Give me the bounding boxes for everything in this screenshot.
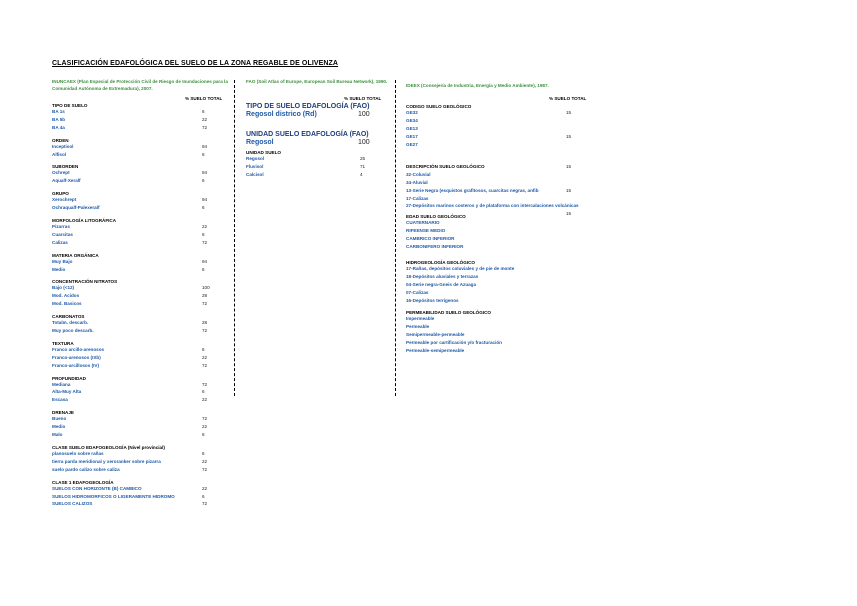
row-label: Impermeable — [406, 316, 435, 321]
section-title: ORDEN — [52, 137, 69, 143]
row-value: 72 — [202, 501, 208, 507]
row-label: GE17 — [406, 133, 418, 139]
table-row — [52, 346, 212, 354]
table-row — [52, 151, 212, 159]
row-value: 6 — [202, 205, 205, 211]
row-label: Malo — [52, 432, 63, 438]
table-row — [406, 243, 596, 251]
row-value: 15 — [566, 187, 572, 193]
row-value: 72 — [202, 124, 208, 130]
section-title: TIPO DE SUELO EDAFOLOGÍA (FAO) — [246, 103, 370, 110]
table-row — [52, 223, 212, 231]
table-row — [52, 423, 212, 431]
table-row — [52, 381, 212, 389]
table-row — [52, 258, 212, 266]
row-label: Fluvisol — [246, 163, 264, 169]
table-row — [52, 231, 212, 239]
row-label: BA 5b — [52, 116, 66, 122]
row-label: suelo pardo calizo sobre caliza — [52, 466, 120, 472]
section-title: TEXTURA — [52, 340, 74, 346]
table-row — [52, 396, 212, 404]
source-inuncaex: INUNCAEX (Plan Especial de Protección Civil de Riesgo de Inundaciones para la Comunidad Autónoma de Extremadura), 2007. — [52, 79, 228, 91]
section-title: CARBONATOS — [52, 314, 85, 320]
row-label: Cuarcitas — [52, 231, 73, 237]
column-divider-1 — [234, 80, 235, 396]
row-value: 28 — [202, 293, 208, 299]
row-label: GE13 — [406, 125, 418, 131]
table-row — [406, 117, 596, 125]
table-row — [406, 281, 596, 289]
row-label: Franco arcillo-arenosos — [52, 346, 105, 352]
row-value: 94 — [202, 170, 208, 176]
table-row — [406, 109, 596, 117]
table-row — [52, 485, 212, 493]
row-value: 22 — [202, 354, 208, 360]
section-title: DRENAJE — [52, 410, 74, 416]
table-row — [246, 171, 386, 179]
row-value: 6 — [202, 231, 205, 237]
row-label: SUELOS CALIZOS — [52, 501, 93, 507]
row-value: 72 — [202, 328, 208, 334]
row-value: 22 — [202, 116, 208, 122]
row-value: 28 — [202, 320, 208, 326]
table-row — [406, 273, 596, 281]
row-value: 6 — [202, 450, 205, 456]
row-label: GE34 — [406, 117, 418, 123]
row-value: 6 — [202, 493, 205, 499]
section-title: UNIDAD SUELO — [246, 150, 281, 155]
table-row — [406, 179, 596, 187]
row-label: CUATERNARIO — [406, 220, 440, 225]
section-title: SUBORDEN — [52, 164, 79, 170]
table-row — [246, 111, 386, 121]
table-row — [406, 187, 596, 195]
row-value: 100 — [358, 139, 370, 146]
row-value: 15 — [566, 164, 572, 169]
row-value: 94 — [202, 143, 208, 149]
section-title: TIPO DE SUELO — [52, 103, 88, 108]
row-label: Ochraqualf-Palexeralf — [52, 205, 100, 211]
table-row — [52, 450, 212, 458]
row-label: 27-Depósitos marinos costeros y de plataforma con intercalaciones volcánicas — [406, 203, 579, 209]
row-label: Permeable-semipermeable — [406, 347, 465, 353]
row-label: CARBONIFERO INFERIOR — [406, 243, 464, 249]
table-row — [406, 171, 596, 179]
row-label: 16-Depósitos terrígenos — [406, 297, 459, 303]
pct-header: % SUELO TOTAL — [344, 96, 382, 101]
table-row — [406, 339, 596, 347]
row-value: 72 — [202, 466, 208, 472]
row-label: Alta-Muy Alta — [52, 389, 82, 395]
table-row — [406, 227, 596, 235]
row-value: 6 — [202, 151, 205, 157]
table-row — [406, 195, 596, 203]
row-label: Permeable — [406, 323, 430, 329]
table-row — [406, 265, 596, 273]
pct-header: % SUELO TOTAL — [549, 96, 587, 101]
section-title: CODIGO SUELO GEOLÓGICO — [406, 104, 472, 109]
section-title: MATERIA ORGÁNICA — [52, 252, 99, 258]
table-row — [52, 204, 212, 212]
section-title: CLASE SUELO EDAFOGEOLOGÍA (Nivel provincial) — [52, 444, 165, 450]
row-label: CAMBRICO INFERIOR — [406, 235, 455, 241]
row-value: 22 — [202, 458, 208, 464]
row-label: Franco-arenosos (IXb) — [52, 354, 101, 360]
row-label: 18-Depósitos aluviales y terrazas — [406, 273, 479, 279]
row-value: 22 — [202, 485, 208, 491]
table-row — [52, 415, 212, 423]
row-value: 71 — [360, 163, 366, 169]
table-row — [406, 331, 596, 339]
row-label: Regosol districo (Rd) — [246, 111, 317, 118]
table-row — [52, 362, 212, 370]
row-label: Muy Bajo — [52, 258, 73, 264]
row-value: 94 — [202, 197, 208, 203]
section-title: HIDROGEOLOGÍA GEOLÓGICO — [406, 260, 475, 265]
row-label: 34-Aluvial — [406, 179, 428, 185]
column-inuncaex — [52, 78, 228, 507]
row-label: Inceptisol — [52, 143, 74, 149]
table-row — [52, 354, 212, 362]
row-value: 6 — [202, 432, 205, 438]
table-row — [52, 388, 212, 396]
row-label: Muy poco descarb. — [52, 328, 94, 334]
row-label: Xerochrept — [52, 197, 77, 203]
row-value: 6 — [202, 346, 205, 352]
section-title: PERMEABILIDAD SUELO GEOLÓGICO — [406, 310, 491, 315]
row-label: 32-Coluvial — [406, 171, 431, 177]
table-row — [52, 108, 212, 116]
table-row — [52, 143, 212, 151]
table-row — [52, 292, 212, 300]
table-row — [52, 500, 212, 508]
table-row — [52, 319, 212, 327]
row-label: Mod. Basicos — [52, 301, 82, 307]
table-row — [406, 141, 596, 149]
table-row — [406, 202, 596, 210]
row-label: Mediana — [52, 381, 71, 387]
row-value: 15 — [566, 110, 572, 115]
table-row — [406, 323, 596, 331]
row-value: 6 — [202, 266, 205, 272]
row-label: SUELOS HIDROMORFICOS O LIGERAMENTE HIDROMO — [52, 493, 175, 499]
row-value: 72 — [202, 381, 208, 387]
row-label: Aqualf-Xeralf — [52, 178, 81, 184]
row-label: tierra parda meridional y xeroranker sobre pizarra — [52, 458, 161, 464]
table-row — [406, 163, 596, 171]
table-row — [406, 125, 596, 133]
row-label: Calizas — [52, 239, 68, 245]
row-label: BA 4a — [52, 124, 65, 130]
row-value: 6 — [202, 389, 205, 395]
page-title: CLASIFICACIÓN EDAFOLÓGICA DEL SUELO DE LA ZONA REGABLE DE OLIVENZA — [52, 60, 339, 67]
section-title: CLASE 1 EDAFOGEOLOGÍA — [52, 479, 114, 485]
row-label: Semipermeable-permeable — [406, 331, 465, 337]
source-ideex: IDEEX (Consejería de Industria, Energía y Medio Ambiente), 1987. — [406, 83, 549, 88]
row-label: 13-Serie Negra (esquistos grafitosos, cuarcitas negras, anfib — [406, 187, 539, 193]
row-value: 22 — [202, 397, 208, 403]
row-value: 100 — [202, 285, 210, 291]
row-label: GE27 — [406, 141, 418, 147]
row-value: 72 — [202, 301, 208, 307]
table-row — [406, 133, 596, 141]
row-label: Bueno — [52, 416, 67, 422]
table-row — [52, 196, 212, 204]
section-title: MORFOLOGÍA LITOGRÁFICA — [52, 218, 117, 224]
row-value: 4 — [360, 171, 363, 177]
row-label: SUELOS CON HORIZONTE (B) CAMBICO — [52, 485, 142, 491]
row-label: Bajo (<12) — [52, 285, 75, 291]
table-row — [246, 163, 386, 171]
row-value: 22 — [202, 424, 208, 430]
row-label: 17-Rañas, depósitos coluviales y de pie de monte — [406, 266, 515, 271]
row-label: Alfisol — [52, 151, 67, 157]
table-row — [52, 458, 212, 466]
row-label: Pizarras — [52, 224, 70, 230]
section-title: UNIDAD SUELO EDAFOLOGÍA (FAO) — [246, 131, 369, 138]
table-row — [52, 431, 212, 439]
table-row — [406, 347, 596, 355]
row-value: 15 — [566, 133, 572, 139]
column-ideex — [406, 78, 596, 353]
table-row — [406, 219, 596, 227]
table-row — [52, 266, 212, 274]
row-value: 100 — [358, 111, 370, 118]
row-label: Escasa — [52, 397, 68, 403]
row-value: 6 — [202, 109, 205, 114]
row-label: Regosol — [246, 156, 265, 161]
row-label: Regosol — [246, 139, 274, 146]
row-value: 6 — [202, 178, 205, 184]
row-value: 25 — [360, 156, 366, 161]
table-row — [52, 284, 212, 292]
source-fao: FAO (Soil Atlas of Europe, European Soil Bureau Network), 1990. — [246, 79, 388, 84]
section-title: CONCENTRACIÓN NITRATOS — [52, 279, 118, 285]
row-label: Permeable por cartificación y/o fracturación — [406, 339, 502, 345]
row-label: 07-Calizas — [406, 289, 429, 295]
row-label: 04-Serie negra-Gneis de Azuaga — [406, 281, 477, 287]
row-label: Mod. Acidos — [52, 293, 80, 299]
table-row — [52, 466, 212, 474]
section-title: PROFUNDIDAD — [52, 375, 86, 381]
table-row — [406, 235, 596, 243]
pct-header: % SUELO TOTAL — [185, 96, 223, 101]
column-divider-2 — [395, 80, 396, 396]
table-row — [246, 139, 386, 149]
table-row — [52, 327, 212, 335]
row-value: 72 — [202, 362, 208, 368]
row-label: GE32 — [406, 110, 418, 115]
row-label: Ochrept — [52, 170, 70, 176]
section-title: GRUPO — [52, 191, 69, 197]
row-value: 22 — [202, 224, 208, 230]
table-row — [52, 177, 212, 185]
row-value: 94 — [202, 258, 208, 264]
row-value: 72 — [202, 239, 208, 245]
row-label: Franco-arcillosos (IV) — [52, 362, 99, 368]
table-row — [406, 297, 596, 305]
table-row — [52, 116, 212, 124]
section-title: EDAD SUELO GEOLÓGICO — [406, 214, 466, 219]
row-value: 15 — [566, 211, 572, 217]
table-row — [52, 124, 212, 132]
row-label: Medio — [52, 424, 66, 430]
table-row — [52, 169, 212, 177]
row-label: Medio — [52, 266, 66, 272]
column-fao — [246, 78, 388, 177]
table-row — [52, 493, 212, 501]
table-row — [406, 289, 596, 297]
row-value: 72 — [202, 416, 208, 422]
row-label: 17-Calizas — [406, 195, 429, 201]
row-label: RIFEENSE MEDIO — [406, 227, 446, 233]
row-label: Calcisol — [246, 171, 264, 177]
section-title: DESCRIPCIÓN SUELO GEOLÓGICO — [406, 164, 485, 169]
table-row — [52, 239, 212, 247]
row-label: Totalm. descarb. — [52, 320, 89, 326]
table-row — [52, 300, 212, 308]
row-label: BA 1s — [52, 109, 65, 114]
row-label: planosuelo sobre rañas — [52, 450, 104, 456]
table-row — [246, 155, 386, 163]
table-row — [406, 315, 596, 323]
